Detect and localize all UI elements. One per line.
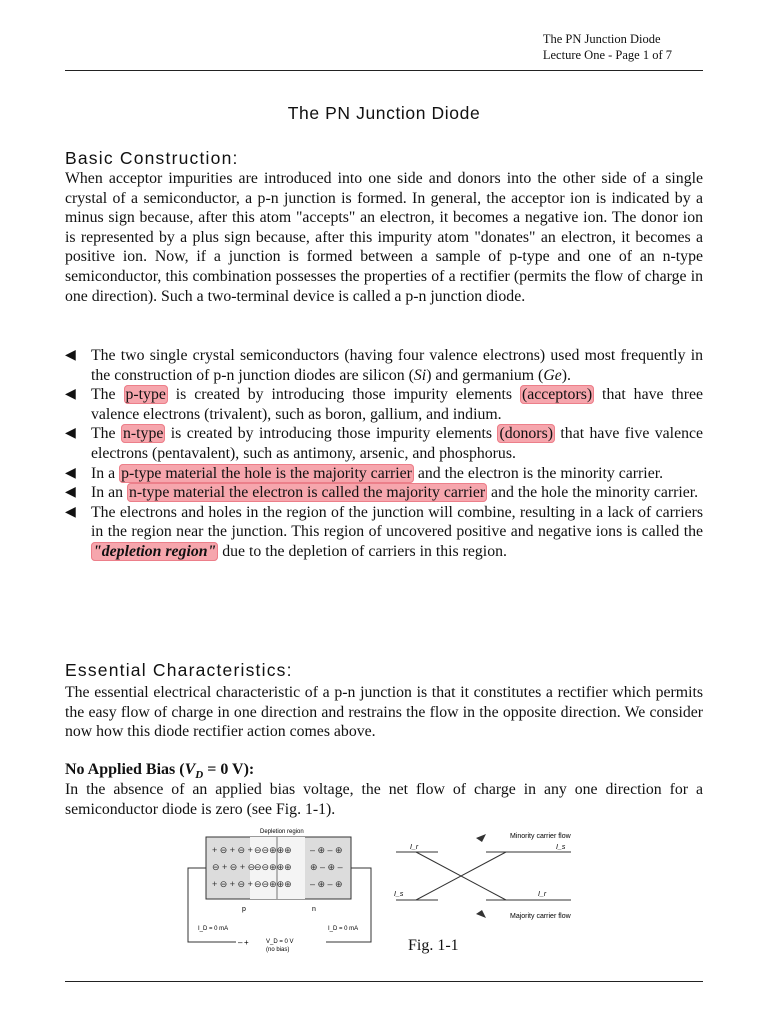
heading-part: No Applied Bias ( bbox=[65, 761, 185, 778]
bullet-text: that have five valence electrons (pentavalent), such as antimony, arsenic, and phosphorus. bbox=[91, 425, 703, 462]
header-title: The PN Junction Diode bbox=[542, 32, 661, 46]
majority-carrier-label: Majority carrier flow bbox=[510, 913, 571, 920]
essential-characteristics-paragraph: The essential electrical characteristic of a p-n junction is that it constitutes a rectifier which permits the easy flow of charge in one direction and restrains the flow in the opposite direction. We consider now how this diode rectifier action comes above. bbox=[65, 684, 703, 741]
highlight: (donors) bbox=[499, 425, 553, 443]
figure-1-1 bbox=[176, 822, 596, 962]
bullet-item bbox=[65, 385, 703, 424]
id-right-label: I_D = 0 mA bbox=[328, 926, 359, 932]
bullet-text: ). bbox=[561, 366, 571, 384]
vd-label: V_D = 0 V bbox=[266, 939, 294, 945]
depletion-region-highlight: "depletion region" bbox=[93, 542, 217, 560]
bullet-text: The electrons and holes in the region of the junction will combine, resulting in a lack of carriers in the region near the junction. This region of uncovered positive and negative ions is called the bbox=[91, 503, 703, 541]
running-header bbox=[543, 31, 672, 63]
bullet-text: is created by introducing those impurity elements bbox=[167, 386, 520, 404]
bullet-list bbox=[65, 346, 703, 562]
silicon-symbol: Si bbox=[413, 366, 427, 384]
basic-construction-paragraph: When acceptor impurities are introduced into one side and donors into the other side of a single crystal of a semiconductor, a p-n junction is formed. In general, the acceptor ion is indicated by a minus sign because, after this atom "accepts" an electron, it becomes a negative ion. The donor ion is represented by a plus sign because, after this impurity atom "donates" an electron, it becomes a positive ion. Now, if a junction is formed between a sample of p-type and one of an n-type semiconductor, this combination possesses the properties of a rectifier (permits the flow of charge in one direction). Such a two-terminal device is called a p-n junction diode. bbox=[65, 170, 703, 305]
highlight: (acceptors) bbox=[521, 386, 593, 404]
minority-carrier-label: Minority carrier flow bbox=[510, 833, 571, 840]
p-side-charges: ⊖ + ⊖ + ⊖ bbox=[212, 862, 256, 872]
footer-rule bbox=[65, 981, 703, 982]
germanium-symbol: Ge bbox=[543, 366, 562, 384]
triangle-bullet-icon: ◀ bbox=[65, 465, 76, 481]
bullet-text: is created by introducing those impurity elements bbox=[165, 425, 498, 443]
bullet-text: In an bbox=[91, 484, 127, 502]
triangle-bullet-icon: ◀ bbox=[65, 504, 76, 520]
heading-part: = 0 V): bbox=[203, 761, 255, 778]
page-title: The PN Junction Diode bbox=[287, 103, 481, 123]
p-label: p bbox=[242, 906, 246, 913]
header-rule bbox=[65, 70, 703, 71]
bullet-item bbox=[65, 483, 703, 503]
heading-part: V bbox=[184, 761, 196, 778]
n-side-charges: ⊕ – ⊕ – bbox=[310, 862, 343, 872]
no-applied-bias-paragraph: In the absence of an applied bias voltage, the net flow of charge in any one direction for a semiconductor diode is zero (see Fig. 1-1). bbox=[65, 781, 703, 818]
depletion-ions: ⊖⊖⊕⊕⊕ bbox=[254, 879, 292, 889]
bullet-text: and the electron is the minority carrier. bbox=[413, 464, 664, 482]
highlight: p-type bbox=[125, 386, 166, 404]
highlight: p-type material the hole is the majority carrier bbox=[121, 464, 412, 482]
bullet-text: The bbox=[91, 425, 121, 443]
triangle-bullet-icon: ◀ bbox=[65, 348, 76, 363]
essential-characteristics-heading: Essential Characteristics: bbox=[65, 660, 293, 680]
ir-label: I_r bbox=[410, 844, 419, 851]
n-label: n bbox=[312, 906, 316, 913]
header-page-number: Lecture One - Page 1 of 7 bbox=[542, 48, 672, 62]
bullet-text: In a bbox=[91, 464, 120, 482]
heading-part: D bbox=[195, 769, 204, 782]
bullet-item bbox=[65, 464, 703, 484]
plus-terminal: + bbox=[244, 938, 249, 947]
p-side-charges: + ⊖ + ⊖ + bbox=[212, 845, 253, 855]
bullet-item bbox=[65, 424, 703, 463]
bullet-text: The two single crystal semiconductors (having four valence electrons) used most frequently in the construction of p-n junction diodes are silicon ( bbox=[91, 347, 703, 384]
arrow-icon bbox=[476, 910, 486, 918]
depletion-ions: ⊖⊖⊕⊕⊕ bbox=[254, 862, 292, 872]
triangle-bullet-icon: ◀ bbox=[65, 387, 76, 403]
n-side-charges: – ⊕ – ⊕ bbox=[310, 879, 343, 889]
bullet-text: due to the depletion of carriers in this region. bbox=[218, 542, 507, 560]
triangle-bullet-icon: ◀ bbox=[65, 426, 76, 442]
bullet-item bbox=[65, 346, 703, 385]
basic-construction-heading: Basic Construction: bbox=[65, 148, 239, 168]
is-label-top: I_s bbox=[556, 844, 566, 851]
arrow-icon bbox=[476, 834, 486, 842]
bullet-text: and the hole the minority carrier. bbox=[487, 484, 699, 502]
p-side-charges: + ⊖ + ⊖ + bbox=[212, 879, 253, 889]
triangle-bullet-icon: ◀ bbox=[65, 485, 76, 501]
n-side-charges: – ⊕ – ⊕ bbox=[310, 845, 343, 855]
bullet-text: that have three valence electrons (trivalent), such as boron, gallium, and indium. bbox=[91, 386, 703, 423]
bullet-text: The bbox=[91, 386, 124, 404]
no-applied-bias-heading bbox=[65, 761, 254, 781]
no-bias-label: (no bias) bbox=[266, 947, 290, 953]
minus-terminal: – bbox=[238, 938, 243, 947]
id-left-label: I_D = 0 mA bbox=[198, 926, 229, 932]
is-label-bottom: I_s bbox=[394, 891, 404, 898]
highlight: n-type material the electron is called the majority carrier bbox=[128, 484, 486, 502]
figure-caption: Fig. 1-1 bbox=[408, 937, 459, 954]
bullet-item bbox=[65, 503, 703, 562]
ir-label-bottom: I_r bbox=[538, 891, 547, 898]
depletion-ions: ⊖⊖⊕⊕⊕ bbox=[254, 845, 292, 855]
bullet-text: ) and germanium ( bbox=[426, 366, 544, 384]
depletion-region-label: Depletion region bbox=[260, 829, 304, 835]
highlight: n-type bbox=[123, 425, 164, 443]
